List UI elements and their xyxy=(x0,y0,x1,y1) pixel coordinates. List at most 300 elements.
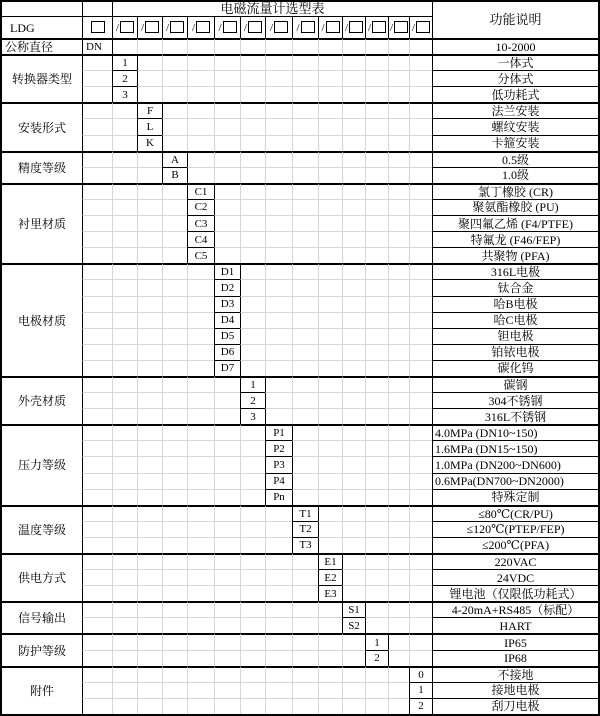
grid-filler xyxy=(187,70,214,86)
blank-code-box xyxy=(394,21,408,33)
grid-filler xyxy=(318,633,342,649)
grid-filler xyxy=(265,54,292,70)
grid-filler xyxy=(318,424,342,440)
grid-filler xyxy=(388,505,409,521)
grid-filler xyxy=(214,440,240,456)
grid-filler xyxy=(318,102,342,118)
grid-filler xyxy=(137,489,162,505)
grid-filler xyxy=(265,118,292,134)
function-cell: 哈C电极 xyxy=(432,312,598,328)
grid-filler xyxy=(292,489,318,505)
grid-filler xyxy=(137,601,162,617)
grid-filler xyxy=(162,682,187,698)
grid-filler xyxy=(365,199,388,215)
function-cell: 一体式 xyxy=(432,54,598,70)
grid-filler xyxy=(342,54,365,70)
blank-code-box xyxy=(145,21,159,33)
grid-filler xyxy=(365,247,388,263)
grid-filler xyxy=(187,473,214,489)
grid-filler xyxy=(342,86,365,102)
grid-filler xyxy=(292,698,318,714)
grid-filler xyxy=(214,135,240,151)
grid-filler xyxy=(388,376,409,392)
code-slot: / xyxy=(388,16,409,38)
code-cell: C5 xyxy=(187,247,214,263)
grid-filler xyxy=(137,698,162,714)
grid-filler xyxy=(318,698,342,714)
grid-filler xyxy=(265,698,292,714)
grid-filler xyxy=(342,424,365,440)
grid-filler xyxy=(318,408,342,424)
grid-filler xyxy=(187,585,214,601)
grid-filler xyxy=(388,199,409,215)
grid-filler xyxy=(292,633,318,649)
grid-filler xyxy=(318,279,342,295)
grid-filler xyxy=(409,601,432,617)
grid-filler xyxy=(162,424,187,440)
grid-filler xyxy=(187,456,214,472)
grid-filler xyxy=(292,376,318,392)
grid-filler xyxy=(365,521,388,537)
grid-filler xyxy=(342,553,365,569)
grid-filler xyxy=(240,296,265,312)
grid-filler xyxy=(214,473,240,489)
grid-filler xyxy=(112,328,137,344)
code-cell: B xyxy=(162,167,187,183)
function-cell: 共聚物 (PFA) xyxy=(432,247,598,263)
grid-filler xyxy=(82,408,112,424)
function-cell: 钽电极 xyxy=(432,328,598,344)
grid-filler xyxy=(388,650,409,666)
code-cell: 2 xyxy=(112,70,137,86)
grid-filler xyxy=(388,633,409,649)
grid-filler xyxy=(240,135,265,151)
grid-filler xyxy=(342,569,365,585)
grid-filler xyxy=(112,537,137,553)
grid-filler xyxy=(365,392,388,408)
grid-filler xyxy=(265,505,292,521)
grid-filler xyxy=(342,312,365,328)
code-cell: 0 xyxy=(409,666,432,682)
grid-filler xyxy=(409,183,432,199)
grid-filler xyxy=(409,392,432,408)
grid-filler xyxy=(187,167,214,183)
category-label: 防护等级 xyxy=(2,633,82,665)
code-slot: / xyxy=(214,16,240,38)
grid-filler xyxy=(112,489,137,505)
grid-filler xyxy=(240,440,265,456)
grid-filler xyxy=(112,601,137,617)
grid-filler xyxy=(82,199,112,215)
grid-filler xyxy=(214,601,240,617)
grid-filler xyxy=(318,215,342,231)
grid-filler xyxy=(214,553,240,569)
grid-filler xyxy=(240,360,265,376)
grid-filler xyxy=(342,215,365,231)
grid-filler xyxy=(292,215,318,231)
grid-filler xyxy=(240,231,265,247)
grid-filler xyxy=(112,344,137,360)
grid-filler xyxy=(409,489,432,505)
grid-filler xyxy=(112,682,137,698)
grid-filler xyxy=(365,167,388,183)
grid-filler xyxy=(162,505,187,521)
grid-filler xyxy=(388,102,409,118)
grid-filler xyxy=(137,263,162,279)
grid-filler xyxy=(342,537,365,553)
grid-filler xyxy=(214,489,240,505)
grid-filler xyxy=(365,151,388,167)
grid-filler xyxy=(137,215,162,231)
grid-filler xyxy=(187,489,214,505)
grid-filler xyxy=(240,247,265,263)
grid-filler xyxy=(388,585,409,601)
grid-filler xyxy=(318,231,342,247)
grid-filler xyxy=(265,296,292,312)
grid-filler xyxy=(388,569,409,585)
grid-filler xyxy=(265,666,292,682)
code-cell: S2 xyxy=(342,617,365,633)
grid-filler xyxy=(318,296,342,312)
grid-filler xyxy=(214,424,240,440)
grid-filler xyxy=(342,344,365,360)
grid-filler xyxy=(318,344,342,360)
category-label: 温度等级 xyxy=(2,505,82,553)
grid-filler xyxy=(187,118,214,134)
grid-filler xyxy=(82,263,112,279)
grid-filler xyxy=(82,489,112,505)
grid-filler xyxy=(240,617,265,633)
grid-filler xyxy=(292,167,318,183)
grid-filler xyxy=(112,247,137,263)
grid-filler xyxy=(409,263,432,279)
grid-filler xyxy=(137,54,162,70)
grid-filler xyxy=(265,553,292,569)
grid-filler xyxy=(137,553,162,569)
grid-filler xyxy=(214,650,240,666)
function-cell: 4-20mA+RS485（标配） xyxy=(432,601,598,617)
grid-filler xyxy=(388,247,409,263)
code-cell: D6 xyxy=(214,344,240,360)
grid-filler xyxy=(214,102,240,118)
blank-code-box xyxy=(248,21,262,33)
grid-filler xyxy=(342,183,365,199)
grid-filler xyxy=(409,38,432,54)
grid-filler xyxy=(187,682,214,698)
grid-filler xyxy=(365,537,388,553)
grid-filler xyxy=(318,505,342,521)
grid-filler xyxy=(409,617,432,633)
grid-filler xyxy=(265,247,292,263)
code-cell: C2 xyxy=(187,199,214,215)
grid-filler xyxy=(318,392,342,408)
grid-filler xyxy=(162,585,187,601)
grid-filler xyxy=(265,408,292,424)
grid-filler xyxy=(318,682,342,698)
grid-filler xyxy=(240,569,265,585)
code-cell: E2 xyxy=(318,569,342,585)
grid-filler xyxy=(409,585,432,601)
grid-filler xyxy=(112,296,137,312)
grid-filler xyxy=(292,247,318,263)
grid-filler xyxy=(365,666,388,682)
grid-filler xyxy=(292,199,318,215)
grid-filler xyxy=(240,167,265,183)
grid-filler xyxy=(162,135,187,151)
grid-filler xyxy=(365,215,388,231)
grid-filler xyxy=(365,489,388,505)
function-cell: 低功耗式 xyxy=(432,86,598,102)
grid-filler xyxy=(82,296,112,312)
grid-filler xyxy=(214,231,240,247)
grid-filler xyxy=(365,312,388,328)
grid-filler xyxy=(162,54,187,70)
grid-filler xyxy=(137,312,162,328)
grid-filler xyxy=(388,537,409,553)
grid-filler xyxy=(240,183,265,199)
grid-filler xyxy=(162,698,187,714)
grid-filler xyxy=(162,633,187,649)
grid-filler xyxy=(365,569,388,585)
code-slot: / xyxy=(365,16,388,38)
blank-code-box xyxy=(274,21,288,33)
grid-filler xyxy=(162,199,187,215)
code-cell: K xyxy=(137,135,162,151)
code-cell: S1 xyxy=(342,601,365,617)
grid-filler xyxy=(137,199,162,215)
grid-filler xyxy=(409,328,432,344)
grid-filler xyxy=(137,296,162,312)
grid-filler xyxy=(292,682,318,698)
function-cell: IP65 xyxy=(432,633,598,649)
grid-filler xyxy=(187,376,214,392)
grid-filler xyxy=(112,263,137,279)
grid-filler xyxy=(292,473,318,489)
grid-filler xyxy=(265,312,292,328)
blank-code-box xyxy=(120,21,134,33)
grid-filler xyxy=(292,569,318,585)
grid-filler xyxy=(342,102,365,118)
grid-filler xyxy=(388,601,409,617)
grid-filler xyxy=(112,199,137,215)
grid-filler xyxy=(409,102,432,118)
grid-filler xyxy=(214,537,240,553)
grid-filler xyxy=(240,521,265,537)
code-cell: 2 xyxy=(409,698,432,714)
function-cell: 1.0MPa (DN200~DN600) xyxy=(432,456,598,472)
grid-filler xyxy=(265,537,292,553)
grid-filler xyxy=(388,392,409,408)
grid-filler xyxy=(409,86,432,102)
code-cell: P4 xyxy=(265,473,292,489)
grid-filler xyxy=(240,698,265,714)
grid-filler xyxy=(162,328,187,344)
grid-filler xyxy=(388,360,409,376)
grid-filler xyxy=(162,601,187,617)
code-slot: / xyxy=(265,16,292,38)
grid-filler xyxy=(82,650,112,666)
function-cell: 10-2000 xyxy=(432,38,598,54)
grid-filler xyxy=(388,424,409,440)
grid-filler xyxy=(388,263,409,279)
function-cell: 304不锈钢 xyxy=(432,392,598,408)
grid-filler xyxy=(318,263,342,279)
grid-filler xyxy=(187,521,214,537)
grid-filler xyxy=(187,424,214,440)
grid-filler xyxy=(82,682,112,698)
grid-filler xyxy=(112,215,137,231)
function-cell: 316L电极 xyxy=(432,263,598,279)
grid-filler xyxy=(162,360,187,376)
grid-filler xyxy=(318,617,342,633)
grid-filler xyxy=(365,585,388,601)
grid-filler xyxy=(187,360,214,376)
grid-filler xyxy=(365,102,388,118)
grid-filler xyxy=(240,682,265,698)
grid-filler xyxy=(365,617,388,633)
grid-filler xyxy=(388,312,409,328)
grid-filler xyxy=(342,505,365,521)
grid-filler xyxy=(137,86,162,102)
grid-filler xyxy=(240,279,265,295)
category-label: 附件 xyxy=(2,666,82,714)
grid-filler xyxy=(292,312,318,328)
grid-filler xyxy=(214,151,240,167)
grid-filler xyxy=(82,505,112,521)
grid-filler xyxy=(112,392,137,408)
grid-filler xyxy=(187,537,214,553)
grid-filler xyxy=(240,312,265,328)
code-cell: P1 xyxy=(265,424,292,440)
grid-filler xyxy=(342,440,365,456)
grid-filler xyxy=(187,279,214,295)
grid-filler xyxy=(342,231,365,247)
grid-filler xyxy=(342,360,365,376)
grid-filler xyxy=(112,617,137,633)
table-title: 电磁流量计选型表 xyxy=(112,2,432,16)
grid-filler xyxy=(342,650,365,666)
grid-filler xyxy=(265,633,292,649)
grid-filler xyxy=(162,617,187,633)
function-cell: 1.0级 xyxy=(432,167,598,183)
grid-filler xyxy=(318,473,342,489)
grid-filler xyxy=(187,86,214,102)
grid-filler xyxy=(112,135,137,151)
grid-filler xyxy=(388,70,409,86)
code-slot: / xyxy=(137,16,162,38)
blank-code-box xyxy=(326,21,340,33)
grid-filler xyxy=(265,617,292,633)
grid-filler xyxy=(409,505,432,521)
grid-filler xyxy=(265,682,292,698)
blank-code-box xyxy=(301,21,315,33)
grid-filler xyxy=(187,633,214,649)
code-cell: 2 xyxy=(365,650,388,666)
grid-filler xyxy=(409,376,432,392)
grid-filler xyxy=(82,328,112,344)
grid-filler xyxy=(292,102,318,118)
grid-filler xyxy=(240,489,265,505)
code-cell: E3 xyxy=(318,585,342,601)
grid-filler xyxy=(292,38,318,54)
code-cell: T2 xyxy=(292,521,318,537)
grid-filler xyxy=(409,360,432,376)
grid-filler xyxy=(187,601,214,617)
function-cell: 接地电极 xyxy=(432,682,598,698)
grid-filler xyxy=(318,376,342,392)
grid-filler xyxy=(82,312,112,328)
grid-filler xyxy=(342,633,365,649)
grid-filler xyxy=(214,585,240,601)
grid-filler xyxy=(318,86,342,102)
grid-filler xyxy=(365,553,388,569)
grid-filler xyxy=(187,553,214,569)
grid-filler xyxy=(388,440,409,456)
grid-filler xyxy=(187,617,214,633)
code-cell: 1 xyxy=(409,682,432,698)
grid-filler xyxy=(162,440,187,456)
grid-filler xyxy=(137,151,162,167)
function-cell: 卡箍安装 xyxy=(432,135,598,151)
grid-filler xyxy=(82,440,112,456)
function-cell: 刮刀电极 xyxy=(432,698,598,714)
grid-filler xyxy=(137,279,162,295)
grid-filler xyxy=(137,167,162,183)
grid-filler xyxy=(162,408,187,424)
grid-filler xyxy=(240,263,265,279)
function-cell: 316L不锈钢 xyxy=(432,408,598,424)
grid-filler xyxy=(137,424,162,440)
grid-filler xyxy=(365,440,388,456)
grid-filler xyxy=(265,199,292,215)
grid-filler xyxy=(318,312,342,328)
grid-filler xyxy=(265,167,292,183)
corner-cell xyxy=(2,2,82,16)
grid-filler xyxy=(240,666,265,682)
grid-filler xyxy=(112,456,137,472)
grid-filler xyxy=(265,569,292,585)
grid-filler xyxy=(82,151,112,167)
code-cell: D2 xyxy=(214,279,240,295)
grid-filler xyxy=(214,569,240,585)
grid-filler xyxy=(318,456,342,472)
grid-filler xyxy=(162,489,187,505)
grid-filler xyxy=(292,54,318,70)
grid-filler xyxy=(365,183,388,199)
code-slot: / xyxy=(240,16,265,38)
grid-filler xyxy=(187,54,214,70)
grid-filler xyxy=(82,344,112,360)
grid-filler xyxy=(365,54,388,70)
grid-filler xyxy=(409,231,432,247)
function-cell: 碳化钨 xyxy=(432,360,598,376)
grid-filler xyxy=(112,118,137,134)
grid-filler xyxy=(137,183,162,199)
grid-filler xyxy=(240,54,265,70)
grid-filler xyxy=(409,537,432,553)
grid-filler xyxy=(318,521,342,537)
grid-filler xyxy=(137,682,162,698)
grid-filler xyxy=(409,633,432,649)
code-cell: D4 xyxy=(214,312,240,328)
grid-filler xyxy=(187,312,214,328)
grid-filler xyxy=(365,86,388,102)
grid-filler xyxy=(240,456,265,472)
grid-filler xyxy=(318,440,342,456)
grid-filler xyxy=(292,553,318,569)
function-cell: 特氟龙 (F46/FEP) xyxy=(432,231,598,247)
grid-filler xyxy=(112,151,137,167)
